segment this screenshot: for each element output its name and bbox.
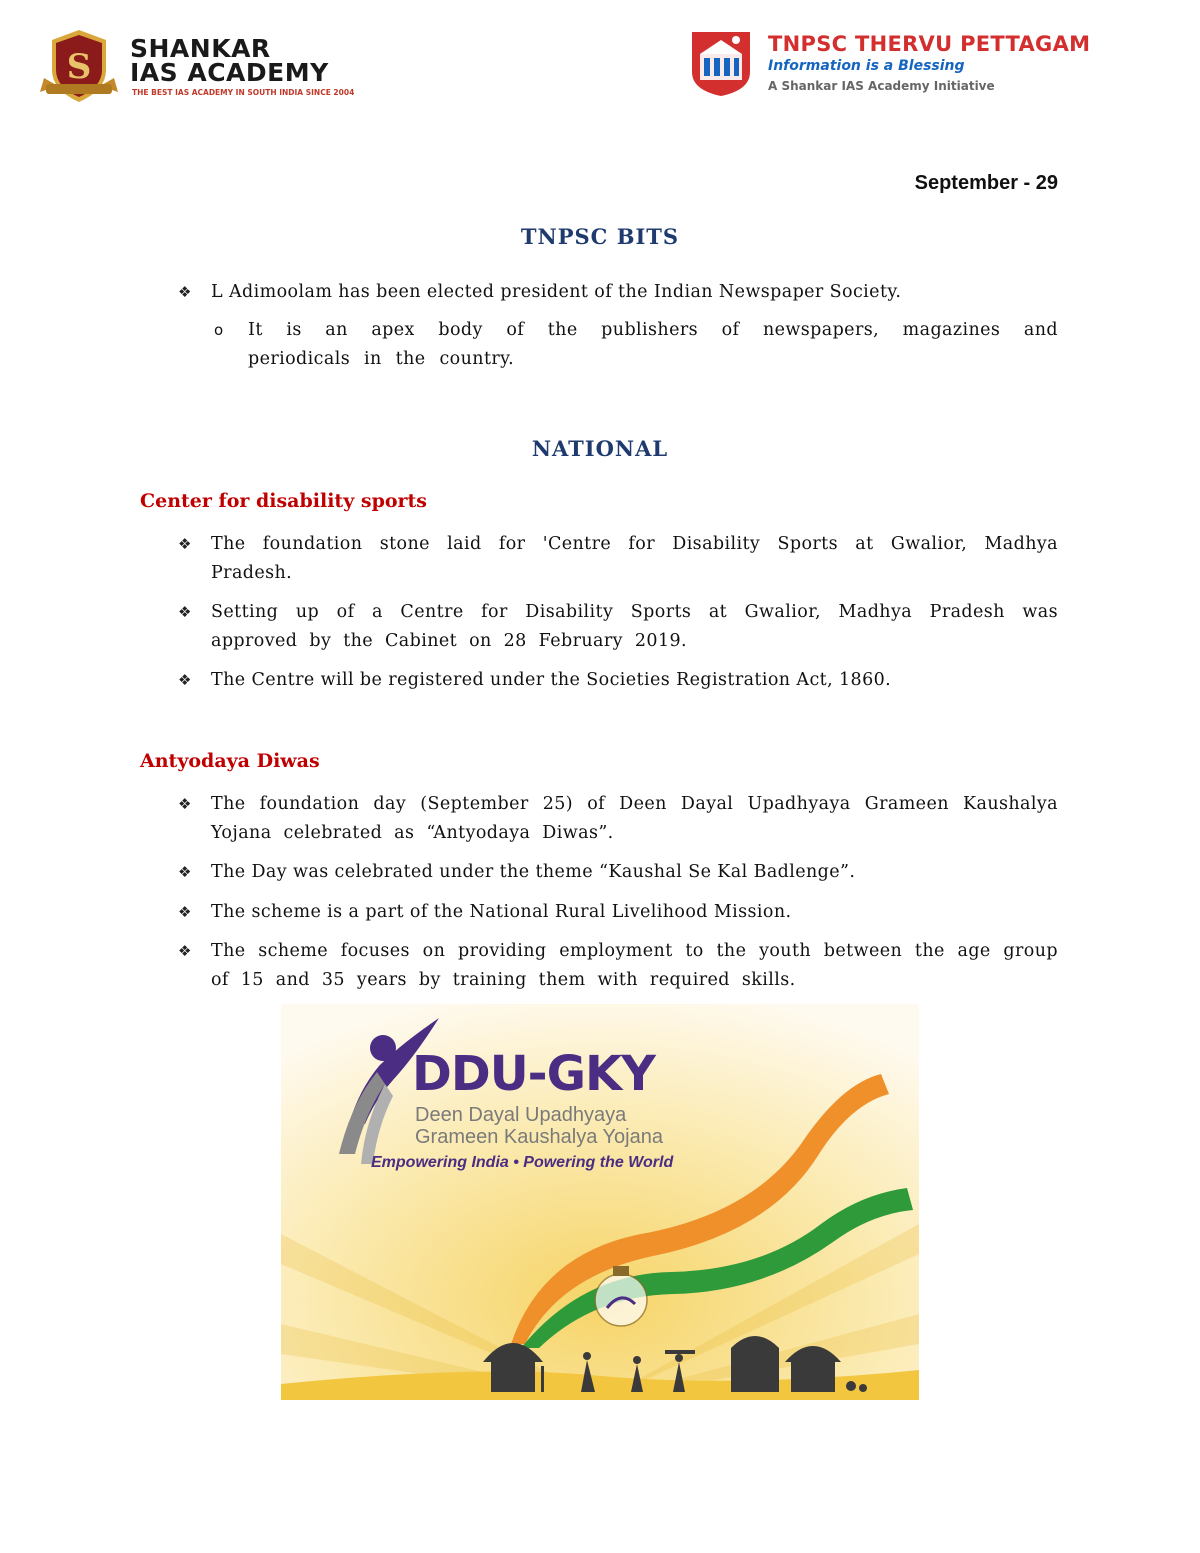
bullet-item [178, 898, 1058, 927]
bullet-diamond-icon: ❖ [178, 535, 192, 553]
bullet-diamond-icon: ❖ [178, 942, 192, 960]
bullet-item [178, 278, 1058, 307]
thervu-pettagam-initiative: A Shankar IAS Academy Initiative [768, 79, 995, 93]
heading-disability-sports: Center for disability sports [140, 490, 428, 512]
thervu-pettagam-title: TNPSC THERVU PETTAGAM [768, 32, 1091, 56]
page-header [0, 0, 1200, 130]
bullet-text: L Adimoolam has been elected president of the Indian Newspaper Society. [211, 282, 902, 302]
svg-text:S: S [66, 47, 92, 87]
thervu-pettagam-slogan: Information is a Blessing [768, 58, 965, 74]
section-title-national: NATIONAL [531, 436, 669, 461]
bullet-text: The Day was celebrated under the theme “Kaushal Se Kal Badlenge”. [211, 862, 856, 882]
ddu-gky-image [281, 1004, 919, 1400]
shankar-name-line2: IAS ACADEMY [130, 58, 329, 87]
sub-bullet-text: It is an apex body of the publishers of newspapers, magazines and periodicals in the country. [248, 320, 1058, 369]
sub-bullet-marker: o [214, 321, 224, 339]
bullet-item [178, 666, 1058, 695]
bullet-item [178, 598, 1058, 656]
shankar-emblem-icon [38, 26, 120, 108]
bullet-diamond-icon: ❖ [178, 795, 192, 813]
bullet-diamond-icon: ❖ [178, 603, 192, 621]
bullet-text: The foundation day (September 25) of Deen Dayal Upadhyaya Grameen Kaushalya Yojana celebrated as “Antyodaya Diwas”. [211, 794, 1058, 843]
ddu-gky-subtitle-2: Grameen Kaushalya Yojana [415, 1126, 663, 1148]
bullet-text: The Centre will be registered under the Societies Registration Act, 1860. [211, 670, 892, 690]
shankar-name-line1: SHANKAR [130, 34, 271, 63]
section-title-tnpsc-bits: TNPSC BITS [520, 224, 680, 249]
ddu-gky-tagline: Empowering India • Powering the World [371, 1154, 674, 1171]
ddu-gky-title: DDU-GKY [412, 1046, 655, 1102]
heading-antyodaya-diwas: Antyodaya Diwas [140, 750, 320, 772]
page-date: September - 29 [914, 172, 1058, 194]
sub-bullet-item [214, 316, 1058, 374]
ddu-gky-subtitle-1: Deen Dayal Upadhyaya [415, 1104, 627, 1126]
bullet-diamond-icon: ❖ [178, 903, 192, 921]
bullet-text: Setting up of a Centre for Disability Sports at Gwalior, Madhya Pradesh was approved by the Cabinet on 28 February 2019. [211, 602, 1058, 651]
bullet-item [178, 530, 1058, 588]
bullet-diamond-icon: ❖ [178, 671, 192, 689]
shankar-tagline: THE BEST IAS ACADEMY IN SOUTH INDIA SINCE 2004 [132, 88, 355, 97]
bullet-text: The foundation stone laid for 'Centre for Disability Sports at Gwalior, Madhya Pradesh. [211, 534, 1058, 583]
thervu-pettagam-icon [688, 28, 754, 98]
bullet-text: The scheme is a part of the National Rural Livelihood Mission. [211, 902, 792, 922]
bullet-diamond-icon: ❖ [178, 863, 192, 881]
bullet-diamond-icon: ❖ [178, 283, 192, 301]
shankar-ias-logo [38, 26, 378, 110]
bullet-item [178, 858, 1058, 887]
bullet-item [178, 790, 1058, 848]
thervu-pettagam-logo [688, 28, 1158, 100]
bullet-item [178, 937, 1058, 995]
bullet-text: The scheme focuses on providing employment to the youth between the age group of 15 and 35 years by training them with required skills. [211, 941, 1058, 990]
